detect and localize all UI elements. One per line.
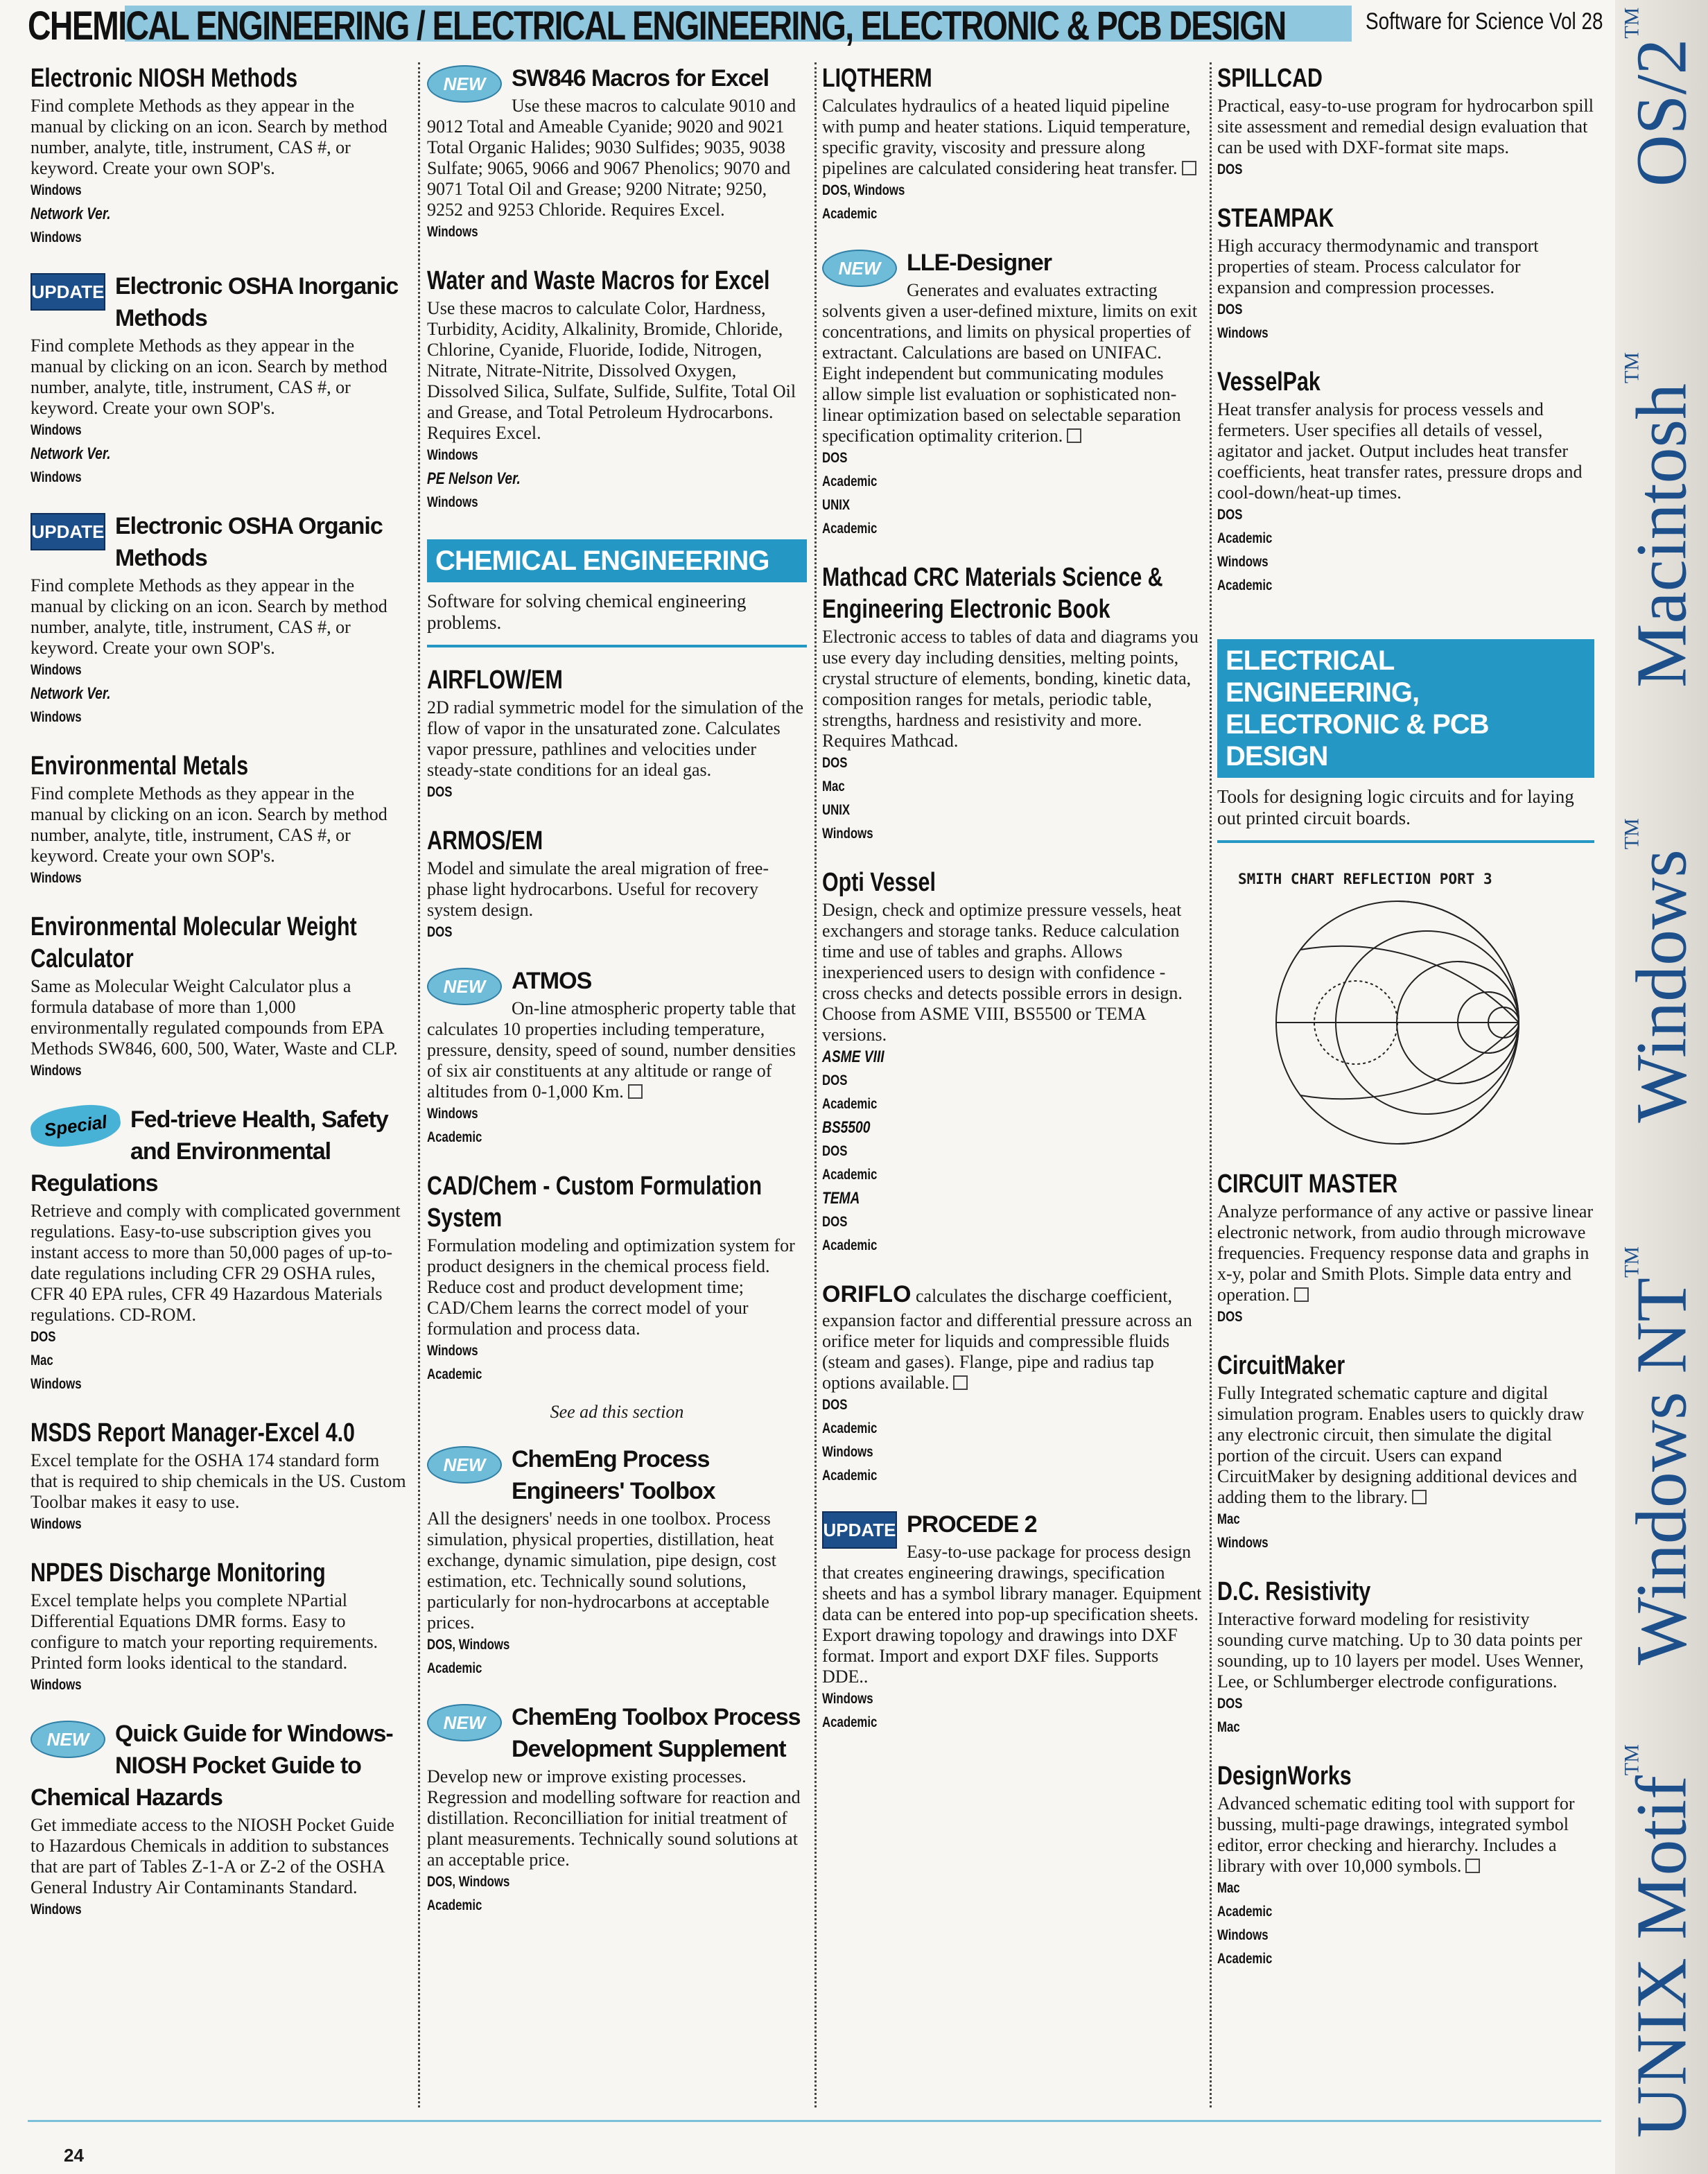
platform: Windows — [427, 447, 478, 463]
sidebar-label: Windows — [1621, 849, 1702, 1123]
product-description: Interactive forward modeling for resistivity sounding curve matching. Up to 30 data points per sounding, up to 10 layers per model. Uses Wenner, Lee, or Schlumberger electrode configurations. — [1217, 1609, 1584, 1692]
platform: DOS — [1217, 302, 1243, 318]
platform: Windows — [31, 709, 82, 725]
smith-chart — [1217, 887, 1564, 1151]
product-description: Use these macros to calculate 9010 and 9012 Total and Ameable Cyanide; 9020 and 9021 Total Organic Halides; 9030 Sulfides; 9035, 9038 Sulfate; 9065, 9066 and 9067 Phenolics; 9070 and 9071 Total Oil and Grease; 9200 Nitrate; 9250, 9252 and 9253 Chloride. Requires Excel. — [427, 96, 796, 220]
special-badge: Special — [28, 1100, 123, 1151]
platform: Windows — [1217, 1535, 1269, 1551]
disk-icon — [1067, 428, 1081, 443]
product-entry — [1217, 202, 1594, 345]
platform: Mac — [1217, 1719, 1240, 1735]
product-description: Find complete Methods as they appear in the manual by clicking on an icon. Search by method number, analyte, title, instrument, CAS #, or keyword. Create your own SOP's. — [31, 96, 387, 178]
platform: DOS — [427, 924, 453, 940]
platform: UNIX — [822, 802, 851, 818]
product-description: Find complete Methods as they appear in the manual by clicking on an icon. Search by method number, analyte, title, instrument, CAS #, or keyword. Create your own SOP's. — [31, 575, 387, 658]
sidebar-label: Windows NT — [1621, 1277, 1702, 1666]
platform: ASME VIII — [822, 1047, 885, 1066]
platform: Windows — [822, 1444, 873, 1460]
product-title: AIRFLOW/EM — [427, 666, 563, 695]
product-description: Excel template helps you complete NPartial Differential Equations DMR forms. Easy to configure to match your reporting requirements. Printed form looks identical to the standard. — [31, 1590, 378, 1673]
trademark-mark: TM — [1620, 1744, 1644, 1776]
chemical-engineering-section — [427, 539, 807, 647]
product-title: ORIFLO — [822, 1281, 912, 1307]
product-title: D.C. Resistivity — [1217, 1577, 1371, 1606]
platform: Windows — [427, 224, 478, 240]
page-header — [0, 0, 1622, 58]
column-3 — [822, 62, 1202, 1755]
product-title: ChemEng Toolbox Process Development Supplement — [512, 1704, 801, 1762]
platform: Windows — [31, 1063, 82, 1079]
platform: DOS — [822, 1143, 848, 1159]
sidebar-label: OS/2 — [1621, 38, 1702, 187]
new-badge: NEW — [31, 1721, 105, 1758]
product-entry — [31, 1557, 409, 1697]
trademark-mark: TM — [1620, 818, 1644, 850]
update-badge: UPDATE — [822, 1511, 897, 1549]
product-title: Quick Guide for Windows-NIOSH Pocket Guide to Chemical Hazards — [31, 1721, 393, 1811]
product-entry — [1217, 1576, 1594, 1739]
new-badge: NEW — [427, 1704, 502, 1741]
product-title: Mathcad CRC Materials Science & Engineering Electronic Book — [822, 563, 1163, 624]
sidebar-item-macintosh — [1621, 352, 1703, 688]
new-badge: NEW — [427, 1446, 502, 1484]
platform: Academic — [1217, 530, 1273, 546]
product-title: SPILLCAD — [1217, 64, 1323, 93]
platform: BS5500 — [822, 1118, 871, 1137]
platform: DOS, Windows — [427, 1874, 510, 1890]
product-description: All the designers' needs in one toolbox. Process simulation, physical properties, distillation, heat exchange, dynamic simulation, pipe design, cost estimation, etc. Technically sound solutions, particularly for non-hydrocarbons at acceptable prices. — [427, 1508, 776, 1633]
platform: Academic — [822, 473, 878, 489]
smith-chart-label: SMITH CHART REFLECTION PORT 3 — [1238, 871, 1492, 887]
product-entry — [31, 750, 409, 890]
product-description — [1217, 1793, 1594, 1877]
product-title: Electronic NIOSH Methods — [31, 64, 298, 93]
sidebar-label: Macintosh — [1621, 383, 1702, 688]
product-description: Use these macros to calculate Color, Hardness, Turbidity, Acidity, Alkalinity, Bromide, Chloride, Chlorine, Cyanide, Fluoride, Iodide, Nitrogen, Nitrate, Nitrate-Nitrite, Dissolved Oxygen, Dissolved Silica, Sulfate, Sulfide, Sulfite, Total Oil and Grease, and Total Petroleum Hydrocarbons. Requires Excel. — [427, 298, 796, 443]
product-entry — [822, 247, 1202, 541]
update-badge: UPDATE — [31, 273, 105, 311]
platform: Windows — [1217, 1927, 1269, 1943]
platform: Mac — [822, 779, 845, 794]
sidebar-item-windows — [1621, 818, 1703, 1122]
platform: DOS, Windows — [822, 182, 905, 198]
product-title: Electronic OSHA Inorganic Methods — [115, 273, 399, 331]
platform: Mac — [1217, 1511, 1240, 1527]
product-description — [822, 280, 1202, 446]
product-entry — [427, 1701, 807, 1918]
smith-chart-figure — [1217, 871, 1594, 1154]
platform: DOS — [822, 755, 848, 771]
platform: Academic — [427, 1366, 482, 1382]
platform: Academic — [427, 1660, 482, 1676]
column-separator — [1210, 62, 1212, 2107]
section-heading — [1217, 639, 1594, 778]
platform-sidebar — [1615, 0, 1708, 2174]
product-entry — [427, 1170, 807, 1386]
column-2 — [427, 62, 807, 1938]
platform: Windows — [31, 469, 82, 485]
new-badge: NEW — [427, 968, 502, 1005]
platform: Academic — [822, 521, 878, 537]
product-title: Fed-trieve Health, Safety and Environmental Regulations — [31, 1106, 388, 1197]
platform: DOS — [1217, 1696, 1243, 1712]
trademark-mark: TM — [1620, 351, 1644, 383]
product-description: Same as Molecular Weight Calculator plus a formula database of more than 1,000 environmentally regulated compounds from EPA Methods SW846, 600, 500, Water, Waste and CLP. — [31, 976, 398, 1059]
update-badge: UPDATE — [31, 513, 105, 550]
product-description: Design, check and optimize pressure vessels, heat exchangers and storage tanks. Reduce calculation time and use of tables and graphs. Allows inexperienced users to design with confidence - cross checks and detects possible errors in design. Choose from ASME VIII, BS5500 or TEMA versions. — [822, 900, 1183, 1045]
description-text: On-line atmospheric property table that calculates 10 properties including temperature, pressure, density, speed of sound, number densities of six air constituents at any altitude or range of altitudes from 0-1,000 Km. — [427, 998, 796, 1102]
product-title: Opti Vessel — [822, 868, 936, 897]
product-entry — [427, 62, 807, 244]
platform: TEMA — [822, 1189, 860, 1208]
product-title: MSDS Report Manager-Excel 4.0 — [31, 1418, 355, 1447]
platform: Network Ver. — [31, 205, 111, 223]
footer-rule — [28, 2120, 1601, 2122]
product-entry — [822, 867, 1202, 1258]
section-heading-line: ELECTRONIC & PCB DESIGN — [1226, 709, 1489, 772]
sidebar-item-windows-nt — [1621, 1246, 1703, 1665]
trademark-mark: TM — [1620, 7, 1644, 39]
product-entry — [31, 62, 409, 250]
column-4 — [1217, 62, 1594, 1992]
disk-icon — [1182, 161, 1196, 175]
column-1 — [31, 62, 409, 1942]
product-entry — [31, 1104, 409, 1396]
platform: DOS — [822, 1397, 848, 1413]
platform: Academic — [822, 1167, 878, 1183]
product-title: CircuitMaker — [1217, 1351, 1345, 1380]
disk-icon — [1294, 1287, 1309, 1302]
platform: DOS — [427, 784, 453, 800]
platform: DOS, Windows — [427, 1637, 510, 1653]
electrical-engineering-section — [1217, 639, 1594, 843]
platform: Windows — [31, 229, 82, 245]
section-heading-line: ELECTRICAL ENGINEERING, — [1226, 645, 1420, 708]
platform: Mac — [31, 1353, 53, 1368]
platform: Windows — [31, 1677, 82, 1693]
product-entry — [427, 664, 807, 804]
disk-icon — [628, 1084, 643, 1099]
product-description: Electronic access to tables of data and diagrams you use every day including densities, melting points, crystal structure of elements, bonding, kinetic data, composition ranges for metals, periodic table, strengths, hardness and resistivity and more. Requires Mathcad. — [822, 627, 1199, 751]
description-text: Calculates hydraulics of a heated liquid pipeline with pump and heater stations. Liquid temperature, specific gravity, viscosity and pressure along pipelines are calculated considering heat transfer. — [822, 96, 1191, 178]
product-entry — [822, 62, 1202, 226]
product-description: Excel template for the OSHA 174 standard form that is required to ship chemicals in the US. Custom Toolbar makes it easy to use. — [31, 1450, 406, 1512]
product-entry — [1217, 1168, 1594, 1329]
product-description — [822, 96, 1202, 179]
product-description: Retrieve and comply with complicated government regulations. Easy-to-use subscription gives you instant access to more than 50,000 pages of up-to-date regulations including CFR 29 OSHA rules, CFR 40 EPA rules, CFR 49 Hazardous Materials regulations. CD-ROM. — [31, 1201, 401, 1325]
page-number: 24 — [64, 2145, 84, 2166]
catalog-volume: Software for Science Vol 28 — [1366, 8, 1603, 35]
product-entry — [822, 562, 1202, 846]
platform: DOS — [1217, 162, 1243, 177]
sidebar-item-unix-motif — [1621, 1744, 1703, 2138]
product-description — [1217, 1201, 1594, 1305]
page-title: CHEMICAL ENGINEERING / ELECTRICAL ENGINEERING, ELECTRONIC & PCB DESIGN — [28, 3, 1286, 49]
product-description: Formulation modeling and optimization system for product designers in the chemical process field. Reduce cost and product development time; CAD/Chem learns the correct model of your formulation and process data. — [427, 1235, 795, 1339]
product-description: Develop new or improve existing processes. Regression and modelling software for reaction and distillation. Reconcilliation for initial treatment of plant measurements. Technically sound solutions at an acceptable price. — [427, 1766, 801, 1870]
platform: Windows — [822, 826, 873, 842]
product-entry — [427, 825, 807, 944]
platform: DOS — [1217, 507, 1243, 523]
product-title: LIQTHERM — [822, 64, 932, 93]
platform: Academic — [1217, 1904, 1273, 1920]
platform: PE Nelson Ver. — [427, 469, 521, 488]
platform: Windows — [822, 1691, 873, 1707]
platform: DOS — [822, 1072, 848, 1088]
platform: Windows — [31, 182, 82, 198]
platform: Windows — [427, 1343, 478, 1359]
disk-icon — [953, 1375, 968, 1390]
platform: Windows — [427, 1106, 478, 1122]
product-title: STEAMPAK — [1217, 204, 1334, 233]
platform: Windows — [31, 662, 82, 678]
product-description: Find complete Methods as they appear in the manual by clicking on an icon. Search by method number, analyte, title, instrument, CAS #, or keyword. Create your own SOP's. — [31, 336, 387, 418]
product-entry — [31, 270, 409, 489]
platform: Academic — [822, 1096, 878, 1112]
product-title: SW846 Macros for Excel — [512, 65, 769, 92]
product-description: High accuracy thermodynamic and transport properties of steam. Process calculator for expansion and compression processes. — [1217, 236, 1539, 297]
product-title: ChemEng Process Engineers' Toolbox — [512, 1446, 715, 1504]
product-description — [822, 1278, 1202, 1393]
platform: Academic — [427, 1129, 482, 1145]
platform: Windows — [31, 422, 82, 438]
description-text: Generates and evaluates extracting solvents given a user-defined mixture, limits on exit concentrations, and limits on physical properties of extractant. Calculations are based on UNIFAC. Eight independent but communicating modules allow simple list evaluation or sophisticated non-linear optimization based on selectable separation specification optimality criterion. — [822, 280, 1198, 446]
description-text: Advanced schematic editing tool with support for bussing, multi-page drawings, integrated symbol editor, error checking and hierarchy. Includes a library with over 10,000 symbols. — [1217, 1793, 1575, 1876]
product-entry — [1217, 62, 1594, 182]
new-badge: NEW — [427, 65, 502, 103]
column-separator — [418, 62, 420, 2107]
platform: Mac — [1217, 1880, 1240, 1896]
column-separator — [814, 62, 817, 2107]
platform: Windows — [1217, 325, 1269, 341]
platform: Academic — [1217, 1951, 1273, 1967]
platform: Academic — [822, 206, 878, 222]
description-text: Fully Integrated schematic capture and digital simulation program. Enables users to quickly draw any electronic circuit, then simulate the digital portion of the circuit. Users can expand CircuitMaker by designing additional devices and adding them to the library. — [1217, 1383, 1585, 1507]
product-entry — [427, 265, 807, 514]
platform: Windows — [427, 494, 478, 510]
sidebar-label: UNIX Motif — [1621, 1775, 1702, 2138]
platform: Academic — [822, 1237, 878, 1253]
platform: DOS — [1217, 1309, 1243, 1325]
product-title: ARMOS/EM — [427, 826, 543, 855]
product-title: Electronic OSHA Organic Methods — [115, 513, 383, 571]
product-description: 2D radial symmetric model for the simulation of the flow of vapor in the unsaturated zone. Calculates vapor pressure, pathlines and velocities under steady-state conditions for an ideal gas. — [427, 697, 803, 780]
platform: Windows — [31, 1376, 82, 1392]
platform: Windows — [1217, 554, 1269, 570]
product-title: PROCEDE 2 — [907, 1511, 1037, 1538]
product-title: ATMOS — [512, 968, 592, 994]
product-description — [1217, 1383, 1594, 1508]
product-entry — [427, 1443, 807, 1680]
platform: DOS — [31, 1329, 56, 1345]
disk-icon — [1465, 1859, 1480, 1873]
trademark-mark: TM — [1620, 1246, 1644, 1278]
product-title: Environmental Molecular Weight Calculator — [31, 912, 357, 973]
product-description: Heat transfer analysis for process vessels and fermeters. User specifies all details of vessel, agitator and jacket. Output includes heat transfer coefficients, heat transfer rates, pressure drops and cool-down/heat-up times. — [1217, 399, 1583, 503]
product-entry — [31, 911, 409, 1083]
platform: UNIX — [822, 497, 851, 513]
platform: Academic — [822, 1468, 878, 1484]
product-title: Environmental Metals — [31, 751, 249, 781]
product-description: Find complete Methods as they appear in the manual by clicking on an icon. Search by method number, analyte, title, instrument, CAS #, or keyword. Create your own SOP's. — [31, 783, 387, 866]
platform: Network Ver. — [31, 684, 111, 703]
platform: Academic — [1217, 577, 1273, 593]
product-title: CAD/Chem - Custom Formulation System — [427, 1172, 762, 1233]
platform: Windows — [31, 1902, 82, 1918]
platform: Academic — [427, 1897, 482, 1913]
product-description: Model and simulate the areal migration of free-phase light hydrocarbons. Useful for recovery system design. — [427, 858, 769, 920]
product-entry — [31, 510, 409, 729]
product-title: NPDES Discharge Monitoring — [31, 1558, 326, 1588]
sidebar-item-os2 — [1621, 8, 1703, 187]
product-title: CIRCUIT MASTER — [1217, 1169, 1398, 1199]
platform: Academic — [822, 1420, 878, 1436]
product-description: Easy-to-use package for process design that creates engineering drawings, specification sheets and has a symbol library manager. Equipment data can be entered into pop-up specification sheets. Export drawing topology and drawings into DXF format. Import and export DXF files. Supports DDE.. — [822, 1542, 1202, 1687]
platform: Academic — [822, 1714, 878, 1730]
section-heading: CHEMICAL ENGINEERING — [427, 539, 807, 582]
product-title: DesignWorks — [1217, 1762, 1352, 1791]
see-ad-note: See ad this section — [550, 1402, 684, 1422]
product-entry — [822, 1278, 1202, 1488]
product-description: Get immediate access to the NIOSH Pocket Guide to Hazardous Chemicals in addition to substances that are part of Tables Z-1-A or Z-2 of the OSHA General Industry Air Contaminants Standard. — [31, 1815, 394, 1897]
section-description: Tools for designing logic circuits and for laying out printed circuit boards. — [1217, 778, 1594, 843]
platform: Network Ver. — [31, 444, 111, 463]
product-entry — [1217, 1760, 1594, 1971]
product-title: Water and Waste Macros for Excel — [427, 266, 770, 295]
description-text: Analyze performance of any active or passive linear electronic network, from audio through microwave frequencies. Frequency response data and graphs in x-y, polar and Smith Plots. Simple data entry and operation. — [1217, 1201, 1594, 1305]
product-description — [427, 998, 807, 1102]
product-entry — [31, 1718, 409, 1922]
product-entry — [31, 1417, 409, 1536]
product-entry — [1217, 366, 1594, 598]
platform: Windows — [31, 870, 82, 886]
platform: DOS — [822, 450, 848, 466]
disk-icon — [1412, 1490, 1427, 1504]
product-entry — [1217, 1350, 1594, 1555]
new-badge: NEW — [822, 250, 897, 287]
product-entry — [822, 1508, 1202, 1734]
description-text: calculates the discharge coefficient, expansion factor and differential pressure across an orifice meter for liquids and compressible fluids (steam and gases). Flange, pipe and radius tap options available. — [822, 1286, 1192, 1393]
platform: Windows — [31, 1516, 82, 1532]
product-title: LLE-Designer — [907, 250, 1052, 276]
product-title: VesselPak — [1217, 367, 1321, 397]
platform: DOS — [822, 1214, 848, 1230]
section-description: Software for solving chemical engineering problems. — [427, 582, 807, 647]
product-entry — [427, 965, 807, 1149]
product-description: Practical, easy-to-use program for hydrocarbon spill site assessment and remedial design evaluation that can be used with DXF-format site maps. — [1217, 96, 1594, 157]
